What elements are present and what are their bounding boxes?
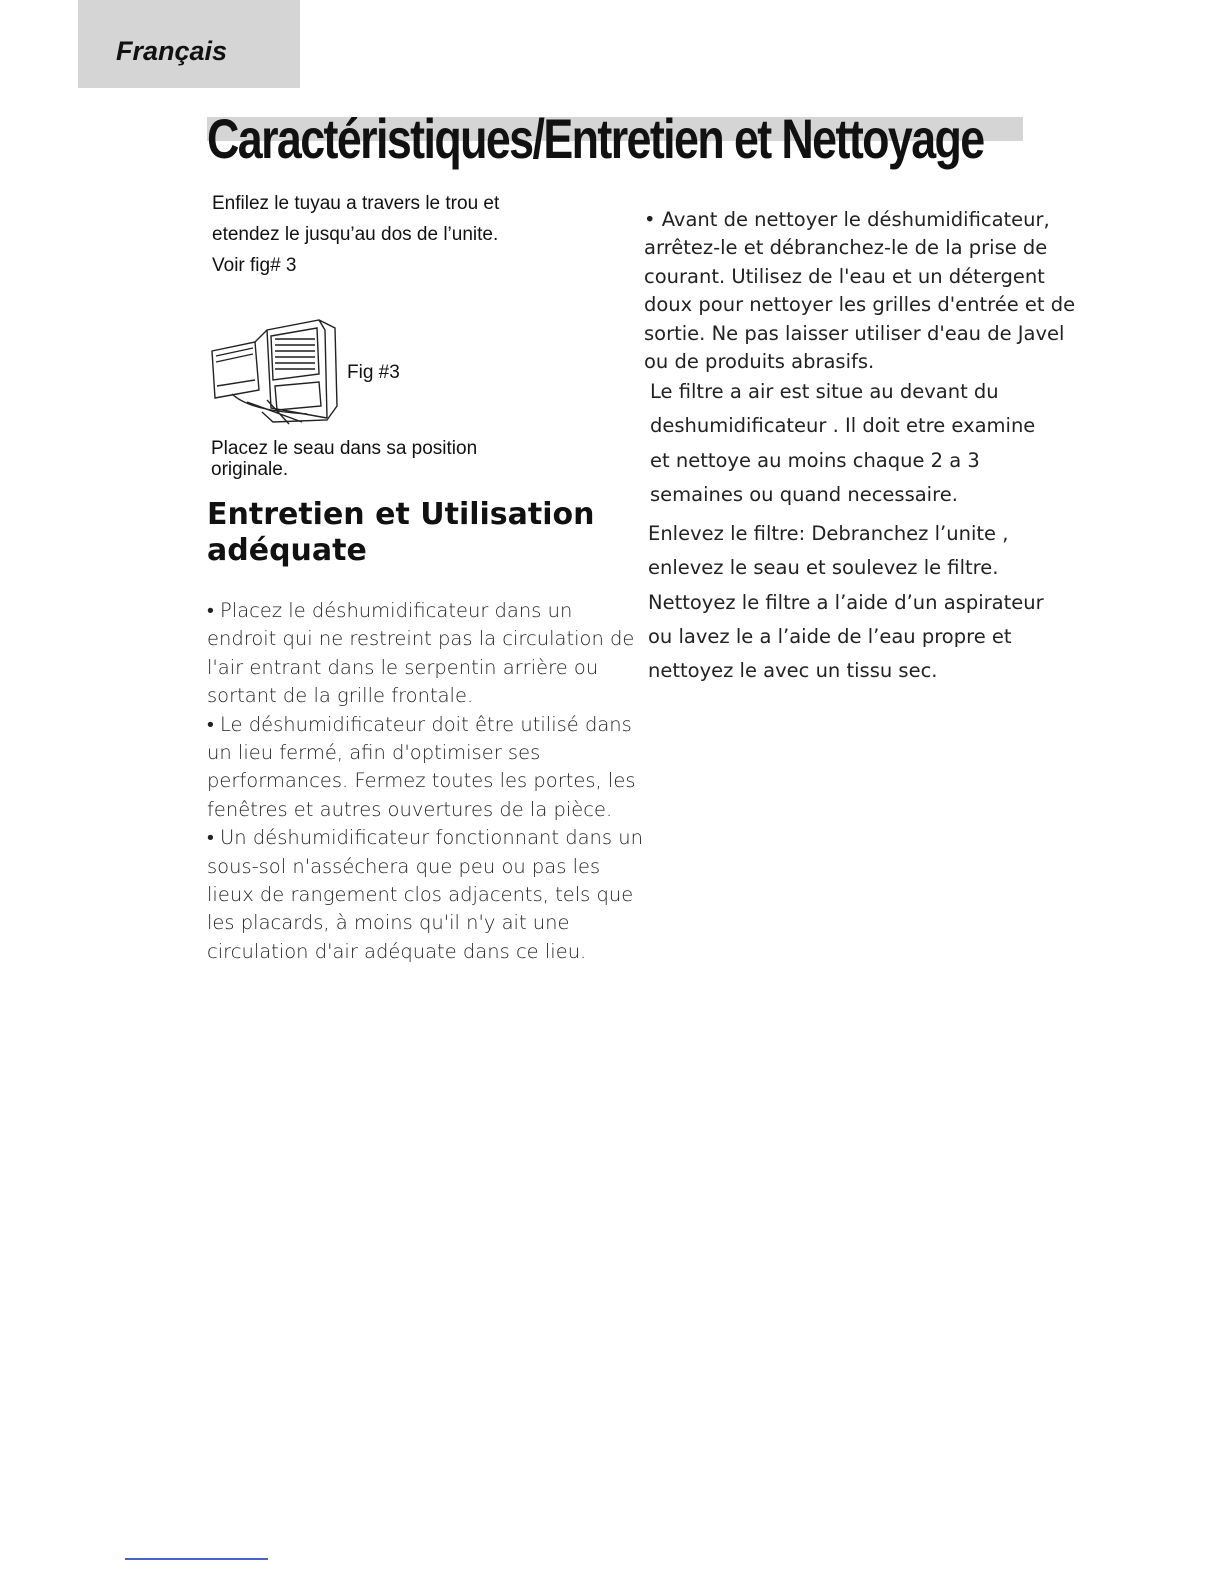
removal-line: Nettoyez le filtre a l’aide d’un aspirateur [648, 590, 1044, 614]
filter-line: et nettoye au moins chaque 2 a 3 [650, 448, 980, 472]
bucket-line: originale. [211, 459, 289, 480]
removal-line: ou lavez le a l’aide de l’eau propre et [648, 624, 1012, 648]
bucket-instruction [211, 438, 631, 480]
figure-label: Fig #3 [347, 362, 400, 383]
intro-text [212, 188, 612, 281]
filter-line: Le filtre a air est situe au devant du [650, 380, 999, 403]
filter-removal-info [648, 517, 1098, 688]
filter-info [650, 375, 1100, 512]
intro-line: etendez le jusqu’au dos de l’unite. [212, 224, 499, 245]
section-heading-line: Entretien et Utilisation [207, 497, 595, 532]
usage-tips [207, 597, 647, 966]
removal-line: enlevez le seau et soulevez le filtre. [648, 556, 999, 580]
removal-line: nettoyez le avec un tissu sec. [648, 659, 938, 683]
usage-paragraph: • Un déshumidificateur fonctionnant dans un sous-sol n'asséchera que peu ou pas les lieux de rangement clos adjacents, tels que les placards, à moins qu'il n'y ait une circulation d'air adéquate dans ce lieu. [207, 826, 643, 963]
removal-line: Enlevez le filtre: Debranchez l’unite , [648, 522, 1009, 545]
intro-line: Enfilez le tuyau a travers le trou et [212, 193, 500, 214]
language-label: Français [116, 36, 228, 66]
page-title: Caractéristiques/Entretien et Nettoyage [207, 107, 984, 170]
filter-line: semaines ou quand necessaire. [650, 482, 958, 506]
intro-line: Voir fig# 3 [212, 255, 297, 276]
section-heading-line: adéquate [207, 533, 367, 568]
bucket-line: Placez le seau dans sa position [211, 438, 478, 459]
language-tab [78, 0, 300, 88]
usage-paragraph: • Le déshumidificateur doit être utilisé dans un lieu fermé, afin d'optimiser ses performances. Fermez toutes les portes, les fenêtres et autres ouvertures de la pièce. [207, 712, 636, 821]
cleaning-paragraph: • Avant de nettoyer le déshumidificateur, arrêtez-le et débranchez-le de la prise de courant. Utilisez de l'eau et un détergent doux pour nettoyer les grilles d'entrée et de sortie. Ne pas laisser utiliser d'eau de Javel ou de produits abrasifs. [644, 208, 1076, 374]
usage-paragraph: • Placez le déshumidificateur dans un endroit qui ne restreint pas la circulation de l'air entrant dans le serpentin arrière ou sortant de la grille frontale. [207, 599, 635, 708]
cleaning-paragraph-block [644, 206, 1094, 376]
filter-line: deshumidificateur . Il doit etre examine [650, 414, 1036, 438]
section-heading [207, 497, 594, 569]
dehumidifier-hose-illustration [207, 316, 347, 426]
footer-rule [125, 1558, 268, 1560]
